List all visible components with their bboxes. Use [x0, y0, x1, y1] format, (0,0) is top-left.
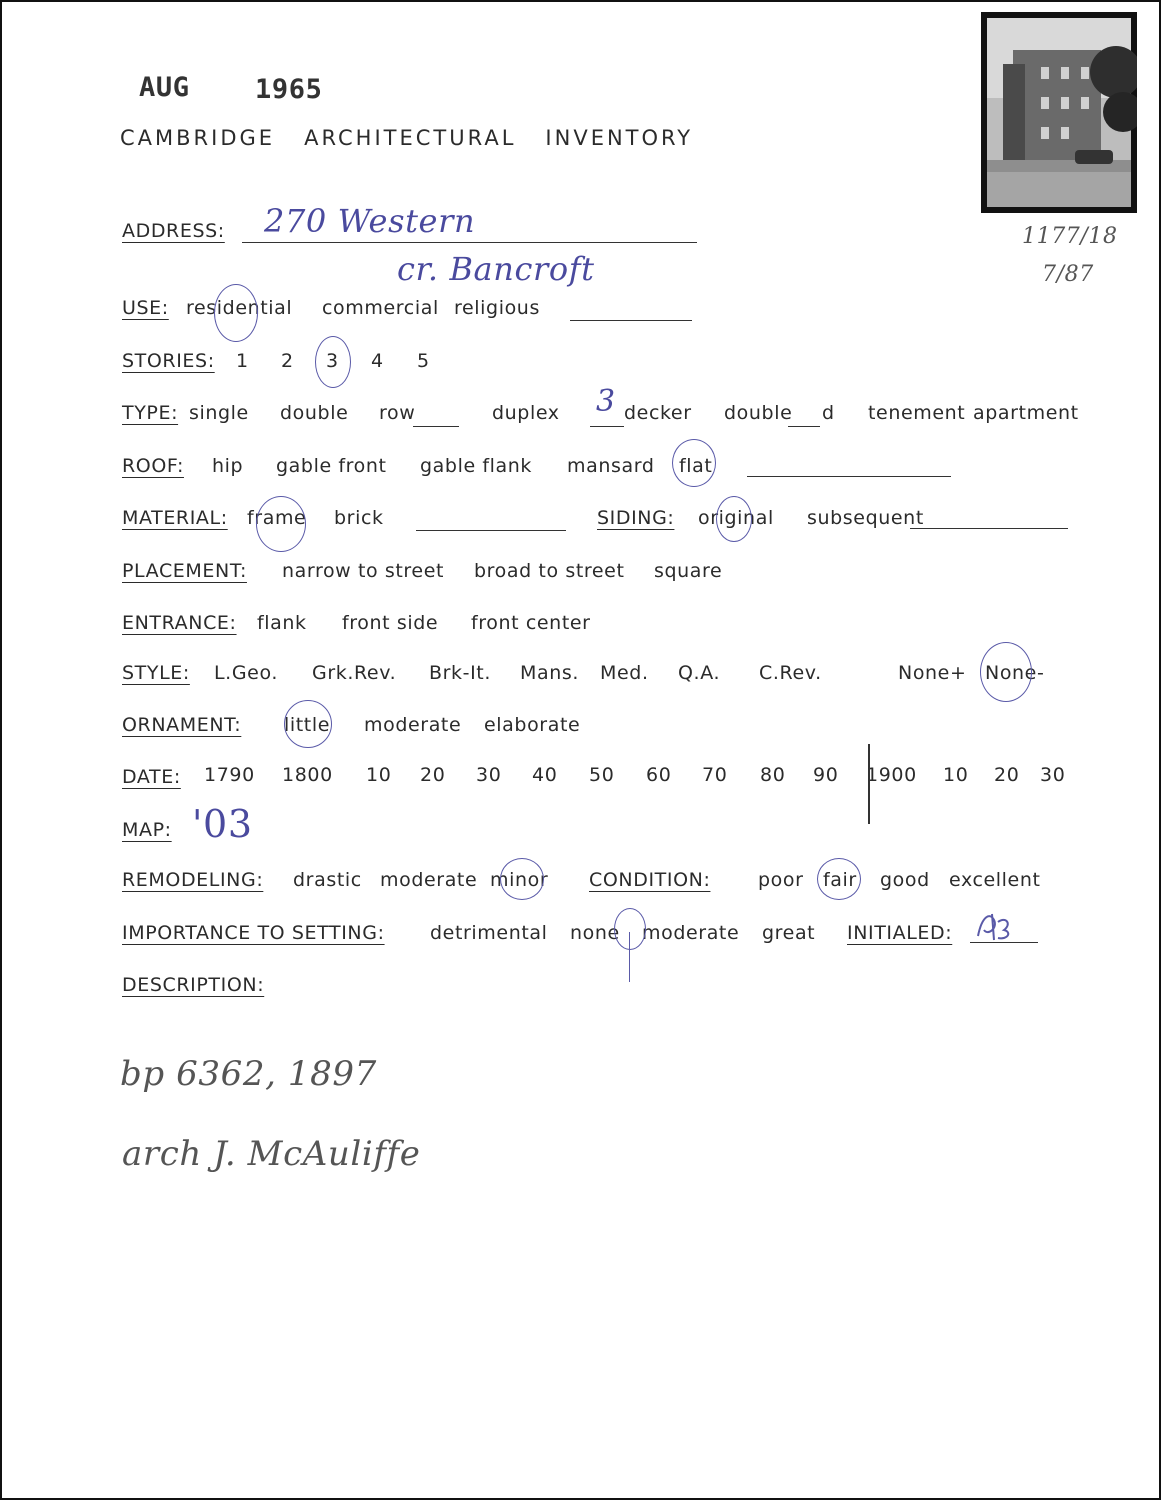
style-med: Med. — [600, 662, 649, 684]
condition-fair: fair — [823, 869, 857, 891]
style-label: STYLE: — [122, 662, 190, 684]
date-40: 40 — [532, 764, 558, 786]
stamp-year: 1965 — [255, 74, 323, 105]
remodeling-label: REMODELING: — [122, 869, 264, 891]
material-frame: frame — [247, 507, 307, 529]
entrance-flank: flank — [257, 612, 307, 634]
use-religious: religious — [454, 297, 540, 319]
importance-detrimental: detrimental — [430, 922, 548, 944]
ornament-elaborate: elaborate — [484, 714, 581, 736]
date-10: 10 — [366, 764, 392, 786]
condition-good: good — [880, 869, 930, 891]
importance-label: IMPORTANCE TO SETTING: — [122, 922, 385, 944]
date-30b: 30 — [1040, 764, 1066, 786]
date-10b: 10 — [943, 764, 969, 786]
style-crev: C.Rev. — [759, 662, 822, 684]
material-label: MATERIAL: — [122, 507, 228, 529]
type-decker: decker — [624, 402, 692, 424]
placement-label: PLACEMENT: — [122, 560, 247, 582]
ornament-moderate: moderate — [364, 714, 462, 736]
condition-label: CONDITION: — [589, 869, 711, 891]
type-decker-line — [590, 426, 624, 427]
roof-other-line — [747, 476, 951, 477]
siding-subsequent: subsequent — [807, 507, 924, 529]
type-double-line — [788, 426, 820, 427]
style-none-plus: None+ — [898, 662, 967, 684]
date-marker — [868, 744, 870, 824]
placement-square: square — [654, 560, 723, 582]
use-selection-circle — [214, 284, 258, 342]
stories-5: 5 — [417, 350, 430, 372]
date-90: 90 — [813, 764, 839, 786]
entrance-label: ENTRANCE: — [122, 612, 237, 634]
placement-narrow: narrow to street — [282, 560, 445, 582]
map-value: '03 — [192, 802, 253, 846]
type-tenement: tenement — [868, 402, 966, 424]
stories-4: 4 — [371, 350, 384, 372]
style-none-minus: None- — [985, 662, 1045, 684]
type-row: row — [379, 402, 416, 424]
date-1800: 1800 — [282, 764, 333, 786]
type-apartment: apartment — [973, 402, 1079, 424]
building-photo — [981, 12, 1137, 213]
material-selection-circle — [256, 496, 306, 552]
address-line — [242, 242, 697, 243]
siding-selection-circle — [716, 496, 752, 542]
date-20: 20 — [420, 764, 446, 786]
reference-number: 1177/18 — [1022, 224, 1118, 249]
form-title: CAMBRIDGE ARCHITECTURAL INVENTORY — [120, 126, 694, 150]
importance-none: none — [570, 922, 620, 944]
importance-selection-circle — [614, 908, 646, 950]
date-50: 50 — [589, 764, 615, 786]
type-d: d — [822, 402, 835, 424]
ornament-little: little — [284, 714, 331, 736]
type-double: double — [280, 402, 349, 424]
roof-label: ROOF: — [122, 455, 184, 477]
type-row-line — [413, 426, 459, 427]
material-other-line — [416, 530, 566, 531]
stamp-month: AUG — [139, 72, 190, 103]
date-1790: 1790 — [204, 764, 255, 786]
entrance-front-center: front center — [471, 612, 591, 634]
remodeling-drastic: drastic — [293, 869, 362, 891]
date-20b: 20 — [994, 764, 1020, 786]
roof-selection-circle — [672, 439, 716, 487]
address-cross-street: cr. Bancroft — [397, 250, 595, 288]
initialed-label: INITIALED: — [847, 922, 953, 944]
siding-other-line — [910, 528, 1068, 529]
use-residential: residential — [186, 297, 293, 319]
type-double-decker: double — [724, 402, 793, 424]
stories-2: 2 — [281, 350, 294, 372]
siding-original: original — [698, 507, 774, 529]
description-label: DESCRIPTION: — [122, 974, 265, 996]
roof-flat: flat — [679, 455, 713, 477]
style-brkit: Brk-It. — [429, 662, 491, 684]
roof-mansard: mansard — [567, 455, 655, 477]
importance-mark — [629, 932, 630, 982]
condition-excellent: excellent — [949, 869, 1041, 891]
siding-label: SIDING: — [597, 507, 675, 529]
address-value: 270 Western — [264, 202, 476, 240]
style-mans: Mans. — [520, 662, 580, 684]
address-label: ADDRESS: — [122, 220, 225, 242]
type-decker-count: 3 — [596, 384, 616, 419]
map-label: MAP: — [122, 819, 172, 841]
roof-gable-front: gable front — [276, 455, 387, 477]
entrance-front-side: front side — [342, 612, 439, 634]
importance-moderate: moderate — [642, 922, 740, 944]
stories-selection-circle — [315, 336, 351, 388]
type-label: TYPE: — [122, 402, 179, 424]
remodeling-selection-circle — [500, 858, 544, 900]
placement-broad: broad to street — [474, 560, 625, 582]
stories-label: STORIES: — [122, 350, 215, 372]
stories-3: 3 — [326, 350, 339, 372]
material-brick: brick — [334, 507, 384, 529]
importance-great: great — [762, 922, 816, 944]
type-single: single — [189, 402, 249, 424]
use-label: USE: — [122, 297, 169, 319]
ornament-selection-circle — [284, 700, 332, 748]
use-commercial: commercial — [322, 297, 439, 319]
use-other-line — [570, 320, 692, 321]
style-grkrev: Grk.Rev. — [312, 662, 397, 684]
condition-poor: poor — [758, 869, 804, 891]
remodeling-moderate: moderate — [380, 869, 478, 891]
date-1900: 1900 — [866, 764, 917, 786]
condition-selection-circle — [817, 858, 861, 900]
reference-date: 7/87 — [1042, 262, 1094, 287]
remodeling-minor: minor — [490, 869, 549, 891]
style-qa: Q.A. — [678, 662, 721, 684]
description-architect: arch J. McAuliffe — [122, 1134, 421, 1174]
description-building-permit: bp 6362, 1897 — [120, 1054, 377, 1094]
roof-hip: hip — [212, 455, 244, 477]
date-60: 60 — [646, 764, 672, 786]
style-lgeo: L.Geo. — [214, 662, 278, 684]
stories-1: 1 — [236, 350, 249, 372]
style-selection-circle — [980, 642, 1032, 702]
date-80: 80 — [760, 764, 786, 786]
ornament-label: ORNAMENT: — [122, 714, 242, 736]
date-30: 30 — [476, 764, 502, 786]
initials-mark — [972, 906, 1016, 950]
date-70: 70 — [702, 764, 728, 786]
date-label: DATE: — [122, 766, 181, 788]
type-duplex: duplex — [492, 402, 560, 424]
roof-gable-flank: gable flank — [420, 455, 533, 477]
